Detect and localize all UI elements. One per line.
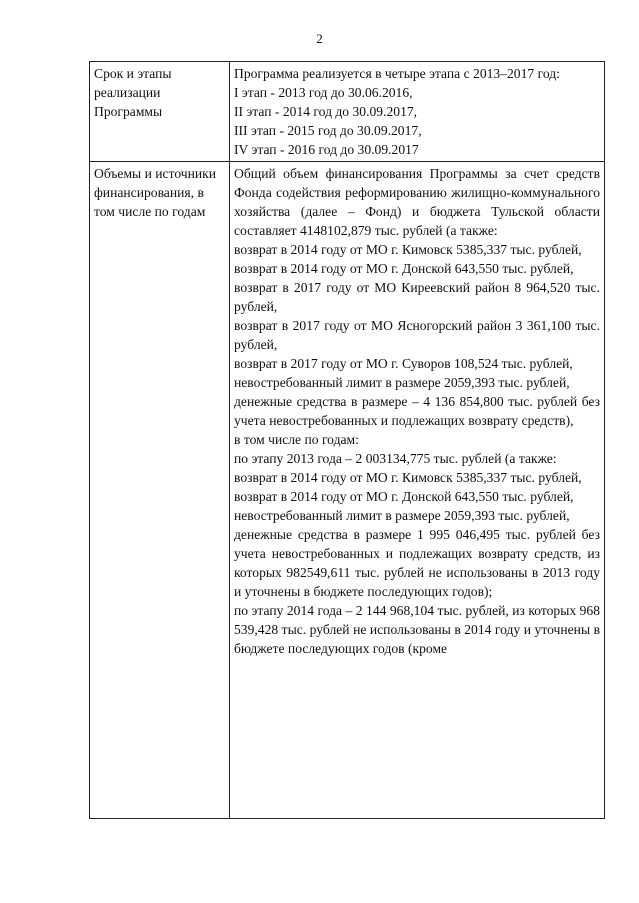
page-number: 2	[316, 31, 323, 46]
financing-paragraph: денежные средства в размере – 4 136 854,800 тыс. рублей без учета невостребованных и подлежащих возврату средств),	[234, 394, 600, 428]
timeline-line: IV этап - 2016 год до 30.09.2017	[234, 142, 419, 157]
table-row-timeline	[90, 62, 605, 162]
financing-paragraph: Общий объем финансирования Программы за счет средств Фонда содействия реформированию жилищно-коммунального хозяйства (далее – Фонд) и бюджета Тульской области составляет 4148102,879 тыс. рублей (а также:	[234, 166, 600, 238]
financing-paragraph: денежные средства в размере 1 995 046,495 тыс. рублей без учета невостребованных и подлежащих возврату средств, из которых 982549,611 тыс. рублей не использованы в 2013 году и уточнены в бюджете последующих годов);	[234, 527, 600, 599]
financing-paragraph: в том числе по годам:	[234, 432, 359, 447]
row-content-timeline	[230, 62, 605, 162]
financing-paragraph: по этапу 2014 года – 2 144 968,104 тыс. рублей, из которых 968 539,428 тыс. рублей не использованы в 2014 году и уточнены в бюджете последующих годов (кроме	[234, 603, 600, 656]
financing-paragraph: возврат в 2017 году от МО г. Суворов 108,524 тыс. рублей,	[234, 356, 573, 371]
financing-paragraph: возврат в 2014 году от МО г. Кимовск 5385,337 тыс. рублей,	[234, 242, 582, 257]
financing-paragraph: возврат в 2017 году от МО Ясногорский район 3 361,100 тыс. рублей,	[234, 318, 600, 352]
row-label-financing: Объемы и источники финансирования, в том числе по годам	[90, 162, 230, 819]
financing-paragraph: возврат в 2014 году от МО г. Донской 643,550 тыс. рублей,	[234, 489, 574, 504]
timeline-line: Программа реализуется в четыре этапа с 2013–2017 год:	[234, 66, 560, 81]
financing-paragraph: невостребованный лимит в размере 2059,393 тыс. рублей,	[234, 508, 570, 523]
row-content-financing	[230, 162, 605, 819]
timeline-line: I этап - 2013 год до 30.06.2016,	[234, 85, 413, 100]
program-passport-table	[89, 61, 605, 819]
financing-paragraph: возврат в 2014 году от МО г. Кимовск 5385,337 тыс. рублей,	[234, 470, 582, 485]
row-label-timeline: Срок и этапы реализации Программы	[90, 62, 230, 162]
timeline-line: III этап - 2015 год до 30.09.2017,	[234, 123, 422, 138]
table-row-financing	[90, 162, 605, 819]
financing-paragraph: возврат в 2017 году от МО Киреевский район 8 964,520 тыс. рублей,	[234, 280, 600, 314]
timeline-line: II этап - 2014 год до 30.09.2017,	[234, 104, 418, 119]
financing-paragraph: невостребованный лимит в размере 2059,393 тыс. рублей,	[234, 375, 570, 390]
financing-paragraph: возврат в 2014 году от МО г. Донской 643,550 тыс. рублей,	[234, 261, 574, 276]
financing-paragraph: по этапу 2013 года – 2 003134,775 тыс. рублей (а также:	[234, 451, 557, 466]
